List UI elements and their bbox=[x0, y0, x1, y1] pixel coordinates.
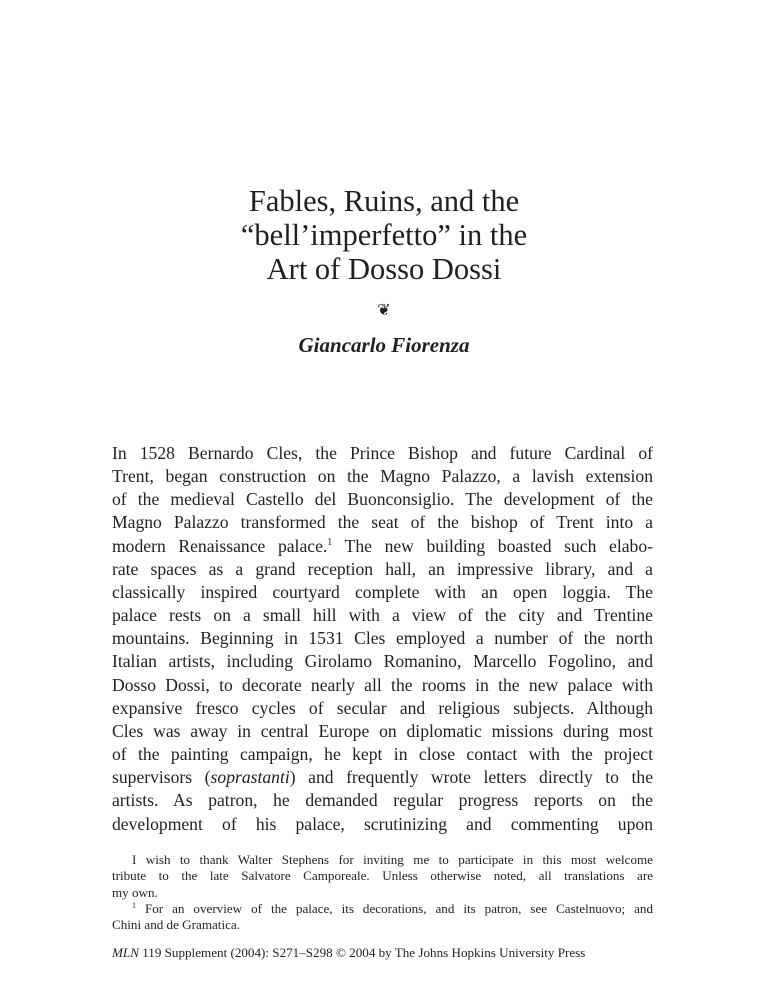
acknowledgement-line: my own. bbox=[112, 884, 158, 900]
body-line: classically inspired courtyard complete with an open loggia. The bbox=[112, 581, 653, 602]
body-line: mountains. Beginning in 1531 Cles employed a number of the north bbox=[112, 628, 653, 649]
title-line: “bell’imperfetto” in the bbox=[240, 218, 528, 252]
body-line: Cles was away in central Europe on diplomatic missions during most bbox=[112, 720, 653, 741]
body-line: expansive fresco cycles of secular and religious subjects. Although bbox=[112, 697, 653, 718]
article-title bbox=[0, 184, 768, 286]
italic-term: soprastanti bbox=[210, 767, 290, 788]
footnote-line bbox=[112, 901, 653, 917]
body-paragraph bbox=[112, 442, 653, 836]
footnote-ref[interactable]: 1 bbox=[327, 536, 333, 548]
author-name: Giancarlo Fiorenza bbox=[298, 333, 470, 357]
body-line bbox=[112, 535, 653, 558]
title-line: Art of Dosso Dossi bbox=[266, 252, 502, 286]
body-text-segment: supervisors ( bbox=[112, 767, 211, 788]
body-text-segment: The new building boasted such elabo- bbox=[332, 535, 653, 556]
acknowledgement-line: I wish to thank Walter Stephens for inviting me to participate in this most welcome bbox=[132, 852, 653, 867]
body-line: artists. As patron, he demanded regular progress reports on the bbox=[112, 790, 653, 811]
body-line: of the painting campaign, he kept in close contact with the project bbox=[112, 744, 653, 765]
body-line: rate spaces as a grand reception hall, an impressive library, and a bbox=[112, 558, 653, 579]
body-line: Magno Palazzo transformed the seat of the bishop of Trent into a bbox=[112, 512, 653, 533]
body-line: Trent, began construction on the Magno Palazzo, a lavish extension bbox=[112, 466, 653, 487]
body-line: Dosso Dossi, to decorate nearly all the rooms in the new palace with bbox=[112, 674, 653, 695]
journal-citation bbox=[112, 945, 653, 961]
title-line: Fables, Ruins, and the bbox=[248, 184, 520, 218]
body-text-segment: modern Renaissance palace. bbox=[112, 535, 328, 556]
footnotes bbox=[112, 852, 653, 933]
body-line: of the medieval Castello del Buonconsiglio. The development of the bbox=[112, 489, 653, 510]
footnote-line: Chini and de Gramatica. bbox=[112, 917, 240, 933]
body-line: Italian artists, including Girolamo Romanino, Marcello Fogolino, and bbox=[112, 651, 653, 672]
body-line bbox=[112, 766, 653, 789]
footnote-text: For an overview of the palace, its decorations, and its patron, see Castelnuovo; and bbox=[136, 900, 653, 916]
footnote-marker: 1 bbox=[132, 900, 136, 910]
fleuron-ornament-icon: ❦ bbox=[377, 302, 391, 319]
body-text-segment: ) and frequently wrote letters directly to the bbox=[289, 767, 654, 788]
body-line: development of his palace, scrutinizing and commenting upon bbox=[112, 813, 653, 834]
citation-details: 119 Supplement (2004): S271–S298 © 2004 by The Johns Hopkins University Press bbox=[138, 945, 586, 960]
body-line: In 1528 Bernardo Cles, the Prince Bishop and future Cardinal of bbox=[112, 443, 653, 463]
journal-name: MLN bbox=[112, 945, 139, 960]
acknowledgement-line: tribute to the late Salvatore Camporeale. Unless otherwise noted, all translations are bbox=[112, 868, 653, 884]
body-line: palace rests on a small hill with a view of the city and Trentine bbox=[112, 605, 653, 626]
